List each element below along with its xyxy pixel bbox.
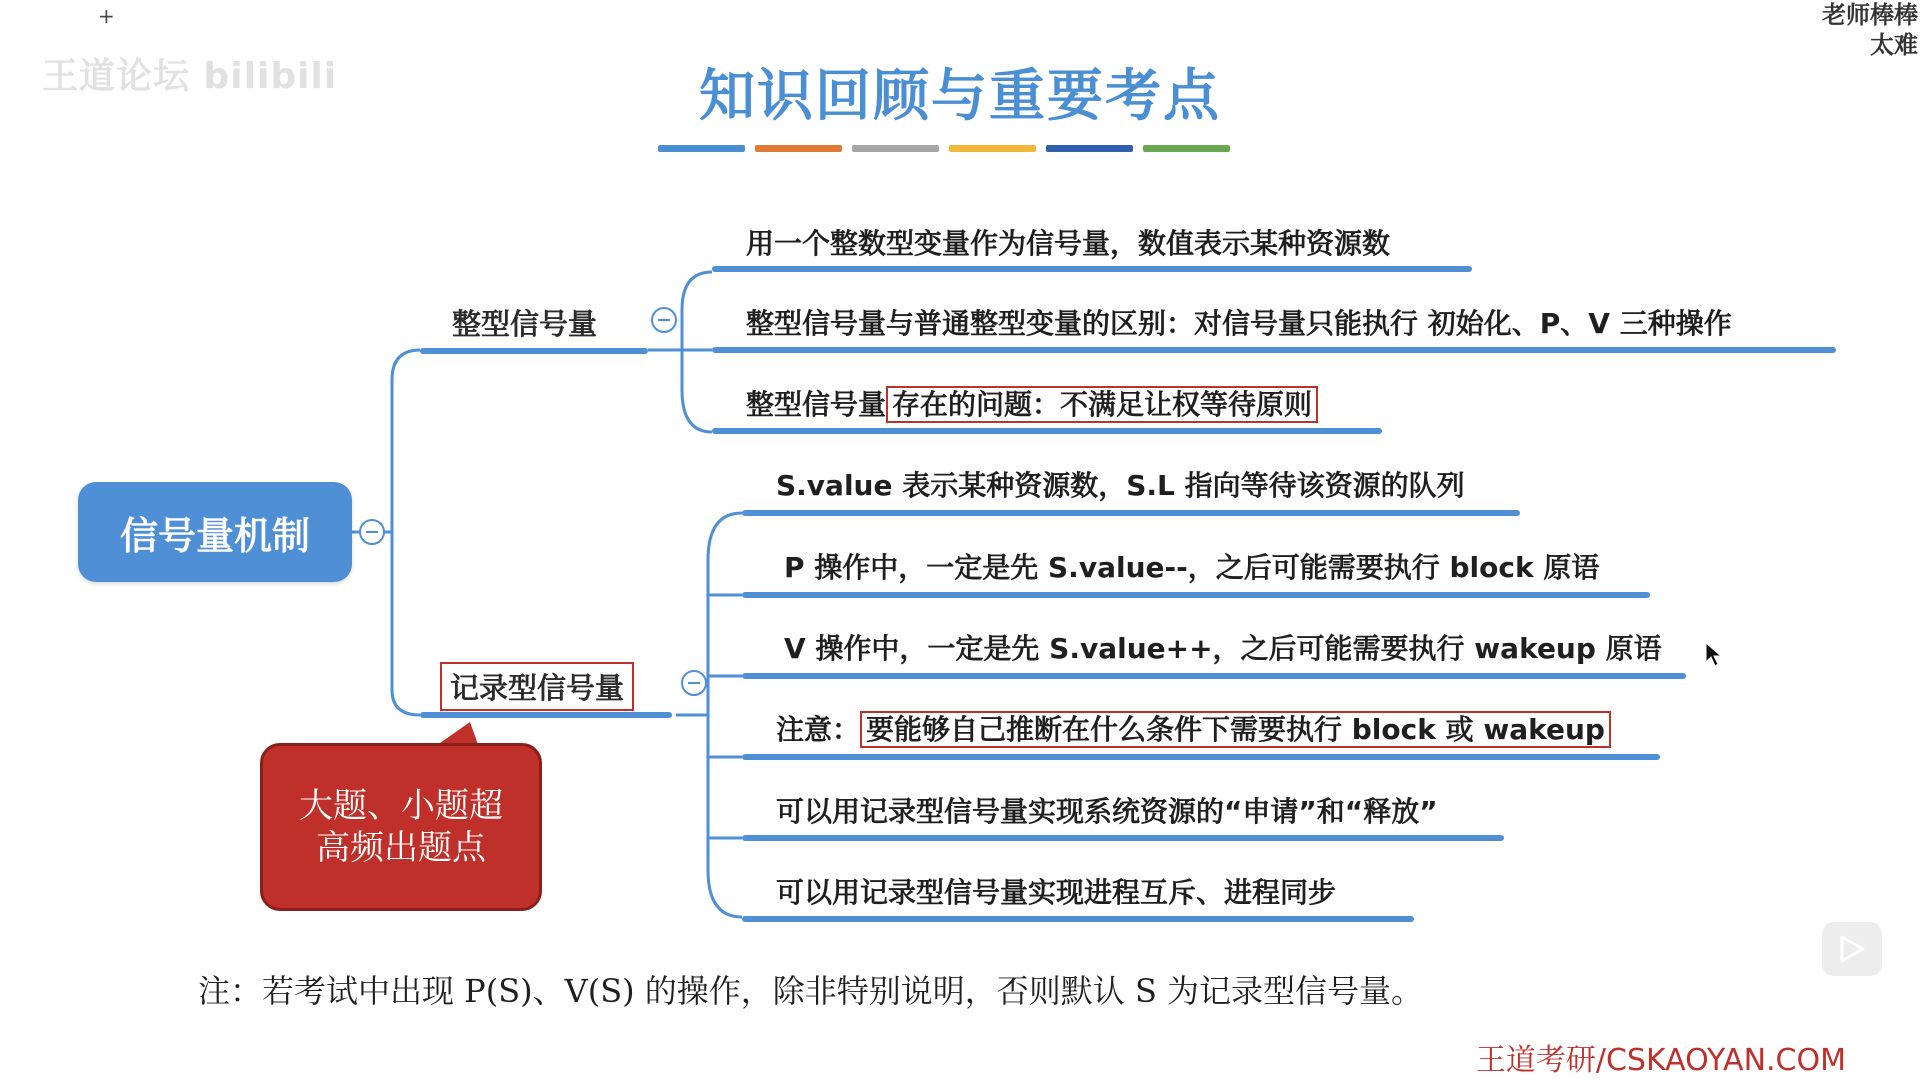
root-branch-connector [392,350,420,715]
callout-line-2: 高频出题点 [316,828,486,868]
record-item-5: 可以用记录型信号量实现系统资源的“申请”和“释放” [776,795,1438,828]
integer-item-3 [746,383,1318,423]
root-collapse-icon[interactable] [359,519,385,545]
leaf-underline [712,428,1382,434]
slide-title: 知识回顾与重要考点 [699,63,1221,129]
record-collapse-icon[interactable] [681,670,707,696]
record-item-2: P 操作中，一定是先 S.value--，之后可能需要执行 block 原语 [784,551,1600,584]
integer-item-2: 整型信号量与普通整型变量的区别：对信号量只能执行 初始化、P、V 三种操作 [746,307,1732,340]
leaf-underline [742,592,1650,598]
integer-item-1: 用一个整数型变量作为信号量，数值表示某种资源数 [746,227,1391,260]
branch-record-semaphore[interactable]: 记录型信号量 [440,662,634,711]
branch-integer-semaphore[interactable]: 整型信号量 [452,307,598,341]
branch-underline [420,712,672,718]
integer-problem-highlight: 存在的问题：不满足让权等待原则 [886,386,1318,423]
leaf-underline [742,673,1686,679]
play-icon[interactable] [1822,922,1882,976]
footer-brand: 王道考研/CSKAOYAN.COM [1475,1043,1846,1078]
leaf-underline [742,754,1660,760]
branch-underline [420,348,648,354]
exam-frequency-callout [260,743,542,911]
record-item-4-prefix: 注意： [776,713,861,746]
leaf-underline [742,510,1520,516]
danmaku-overlay-text: 老师棒棒 太难 [1822,1,1918,59]
integer-branch-fan [682,272,712,432]
record-item-3: V 操作中，一定是先 S.value++，之后可能需要执行 wakeup 原语 [784,632,1662,665]
record-item-6: 可以用记录型信号量实现进程互斥、进程同步 [776,876,1337,909]
leaf-underline [742,835,1504,841]
integer-item-3-prefix: 整型信号量 [746,388,887,421]
leaf-underline [742,916,1414,922]
mouse-cursor-icon [1705,642,1723,668]
record-item-4 [776,708,1611,748]
record-infer-highlight: 要能够自己推断在什么条件下需要执行 block 或 wakeup [860,711,1611,748]
exam-note: 注：若考试中出现 P(S)、V(S) 的操作，除非特别说明，否则默认 S 为记录型信号量。 [198,972,1424,1010]
record-branch-fan [708,513,742,917]
callout-line-1: 大题、小题超 [299,786,503,826]
watermark: 王道论坛 bilibili [42,56,338,97]
integer-collapse-icon[interactable] [651,307,677,333]
plus-icon: + [98,4,115,28]
record-item-1: S.value 表示某种资源数，S.L 指向等待该资源的队列 [776,469,1465,502]
leaf-underline [712,347,1836,353]
leaf-underline [712,266,1472,272]
root-node[interactable]: 信号量机制 [78,482,352,582]
